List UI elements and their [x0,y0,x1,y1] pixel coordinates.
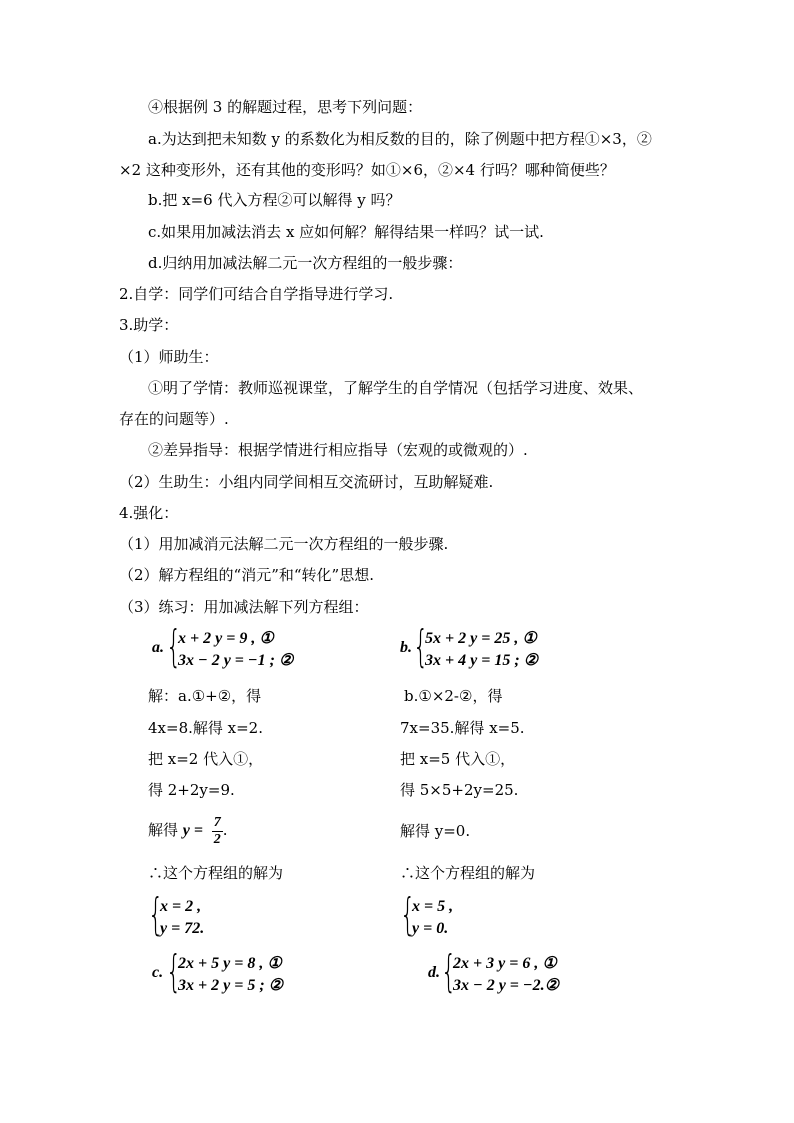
system-a-brace: { [166,621,182,672]
solution-b-conclusion: ∴这个方程组的解为 [400,864,536,882]
solution-a-step4: 得 2+2y=9. [148,781,235,799]
solution-b-answer-y: y = 0. [412,920,449,937]
teacher-help-heading: （1）师助生： [119,348,219,366]
solution-a-step5 [148,812,228,849]
equation-system-a [152,621,352,672]
system-c-label: c. [152,964,164,981]
solution-b-step3: 把 x=5 代入①， [400,750,516,768]
question-c: c.如果用加减法消去 x 应如何解？解得结果一样吗？试一试. [148,223,544,241]
student-help: （2）生助生：小组内同学间相互交流研讨，互助解疑难. [119,473,494,491]
section-4-heading: 4.强化： [119,504,179,522]
solution-a-step1: 解：a.①+②，得 [148,687,262,705]
solution-a-step3: 把 x=2 代入①， [148,750,264,768]
solution-b-step2: 7x=35.解得 x=5. [400,719,525,737]
reinforce-item1: （1）用加减消元法解二元一次方程组的一般步骤. [119,535,449,553]
solution-a-conclusion: ∴这个方程组的解为 [148,864,284,882]
system-d-brace: { [441,946,457,997]
system-b-brace: { [413,621,429,672]
solution-a-answer-x: x = 2 , [160,898,202,915]
teacher-help-item1-line1: ①明了学情：教师巡视课堂，了解学生的自学情况（包括学习进度、效果、 [148,379,644,397]
solution-a-step5-text: 解得 [148,821,179,839]
system-c-brace: { [166,946,182,997]
system-b-eq1: 5x + 2 y = 25 , ① [425,630,537,647]
equation-system-b [400,621,600,672]
system-d-label: d. [428,964,440,981]
fraction-denominator: 2 [213,831,221,847]
system-a-eq1: x + 2 y = 9 , ① [178,630,274,647]
question-d: d.归纳用加减法解二元一次方程组的一般步骤： [148,254,463,272]
solution-b-answer [400,889,550,940]
fraction-numerator: 7 [213,814,221,830]
reinforce-item2: （2）解方程组的“消元”和“转化”思想. [119,566,374,584]
solution-b-step1: b.①×2-②，得 [404,687,503,705]
solution-a-brace: { [148,889,164,940]
solution-a-step5-end: . [222,821,228,839]
question-a-line1: a.为达到把未知数 y 的系数化为相反数的目的，除了例题中把方程①×3，② [148,130,652,148]
system-b-label: b. [400,639,412,656]
equation-system-d [428,946,628,997]
system-c-eq1: 2x + 5 y = 8 , ① [178,955,282,972]
question-b: b.把 x=6 代入方程②可以解得 y 吗？ [148,191,401,209]
solution-b-step5: 解得 y=0. [400,822,471,840]
system-d-eq2: 3x − 2 y = −2.② [453,977,559,994]
question-4-intro: ④根据例 3 的解题过程，思考下列问题： [148,98,423,116]
solution-a-answer [148,889,298,940]
system-a-label: a. [152,639,164,656]
solution-a-step2: 4x=8.解得 x=2. [148,719,263,737]
solution-a-answer-y: y = 72. [160,920,205,937]
section-3-heading: 3.助学： [119,316,179,334]
question-a-line2: ×2 这种变形外，还有其他的变形吗？如①×6，②×4 行吗？哪种简便些？ [119,161,615,179]
teacher-help-item2: ②差异指导：根据学情进行相应指导（宏观的或微观的）. [148,441,528,459]
solution-b-brace: { [400,889,416,940]
solution-b-step4: 得 5×5+2y=25. [400,781,519,799]
solution-b-answer-x: x = 5 , [412,898,454,915]
reinforce-item3-practice: （3）练习：用加减法解下列方程组： [119,598,369,616]
system-d-eq1: 2x + 3 y = 6 , ① [453,955,557,972]
system-a-eq2: 3x − 2 y = −1 ; ② [178,652,294,669]
system-b-eq2: 3x + 4 y = 15 ; ② [425,652,539,669]
solution-a-step5-var: y = [182,822,204,839]
system-c-eq2: 3x + 2 y = 5 ; ② [178,977,284,994]
section-2-self-study: 2.自学：同学们可结合自学指导进行学习. [119,285,394,303]
equation-system-c [152,946,352,997]
solution-a-fraction [212,815,223,848]
teacher-help-item1-line2: 存在的问题等）. [119,410,229,428]
